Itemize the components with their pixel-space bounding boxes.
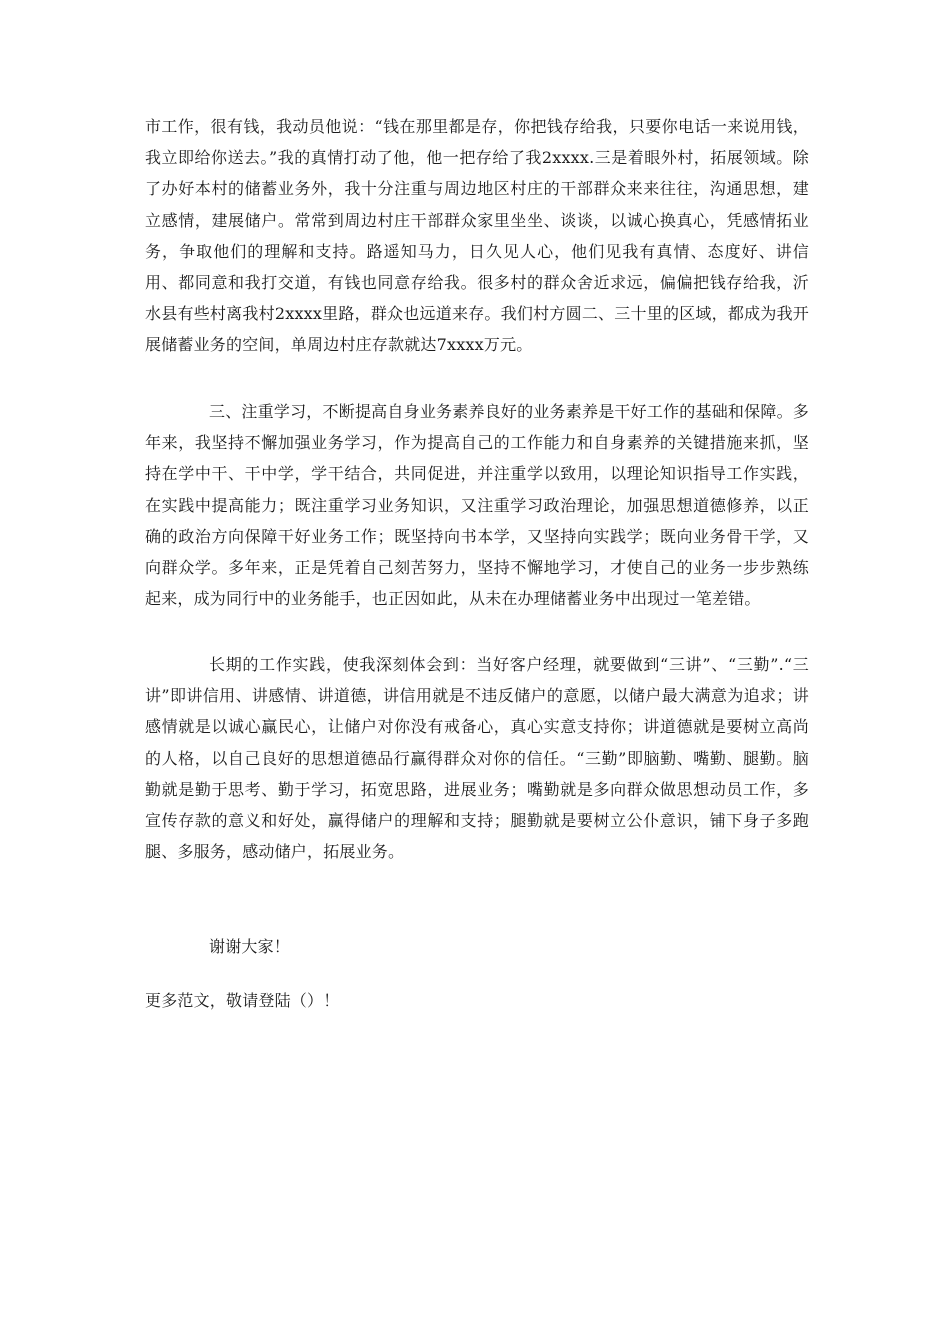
closing-thanks: 谢谢大家！: [209, 937, 291, 956]
paragraph-continuation: 市工作，很有钱，我动员他说：“钱在那里都是存，你把钱存给我，只要你电话一来说用钱，我立即给你送去。”我的真情打动了他，他一把存给了我2xxxx.三是着眼外村，拓展领域。除了办好本村的储蓄业务外，我十分注重与周边地区村庄的干部群众来来往往，沟通思想，建立感情，建展储户。常常到周边村庄干部群众家里坐坐、谈谈，以诚心换真心，凭感情拓业务，争取他们的理解和支持。路遥知马力，日久见人心，他们见我有真情、态度好、讲信用、都同意和我打交道，有钱也同意存给我。很多村的群众舍近求远，偏偏把钱存给我，沂水县有些村离我村2xxxx里路，群众也远道来存。我们村方圆二、三十里的区域，都成为我开展储蓄业务的空间，单周边村庄存款就达7xxxx万元。: [145, 117, 809, 355]
footer-note: 更多范文，敬请登陆（）！: [145, 991, 340, 1010]
paragraph-study: 三、注重学习，不断提高自身业务素养良好的业务素养是干好工作的基础和保障。多年来，我坚持不懈加强业务学习，作为提高自己的工作能力和自身素养的关键措施来抓，坚持在学中干、干中学，学干结合，共同促进，并注重学以致用，以理论知识指导工作实践，在实践中提高能力；既注重学习业务知识，又注重学习政治理论，加强思想道德修养，以正确的政治方向保障干好业务工作；既坚持向书本学，又坚持向实践学；既向业务骨干学，又向群众学。多年来，正是凭着自己刻苦努力，坚持不懈地学习，才使自己的业务一步步熟练起来，成为同行中的业务能手，也正因如此，从未在办理储蓄业务中出现过一笔差错。: [145, 402, 809, 609]
paragraph-experience: 长期的工作实践，使我深刻体会到：当好客户经理，就要做到“三讲”、“三勤”.“三讲”即讲信用、讲感情、讲道德，讲信用就是不违反储户的意愿，以储户最大满意为追求；讲感情就是以诚心赢民心，让储户对你没有戒备心，真心实意支持你；讲道德就是要树立高尚的人格，以自己良好的思想道德品行赢得群众对你的信任。“三勤”即脑勤、嘴勤、腿勤。脑勤就是勤于思考、勤于学习，拓宽思路，进展业务；嘴勤就是多向群众做思想动员工作，多宣传存款的意义和好处，赢得储户的理解和支持；腿勤就是要树立公仆意识，铺下身子多跑腿、多服务，感动储户，拓展业务。: [145, 655, 809, 862]
